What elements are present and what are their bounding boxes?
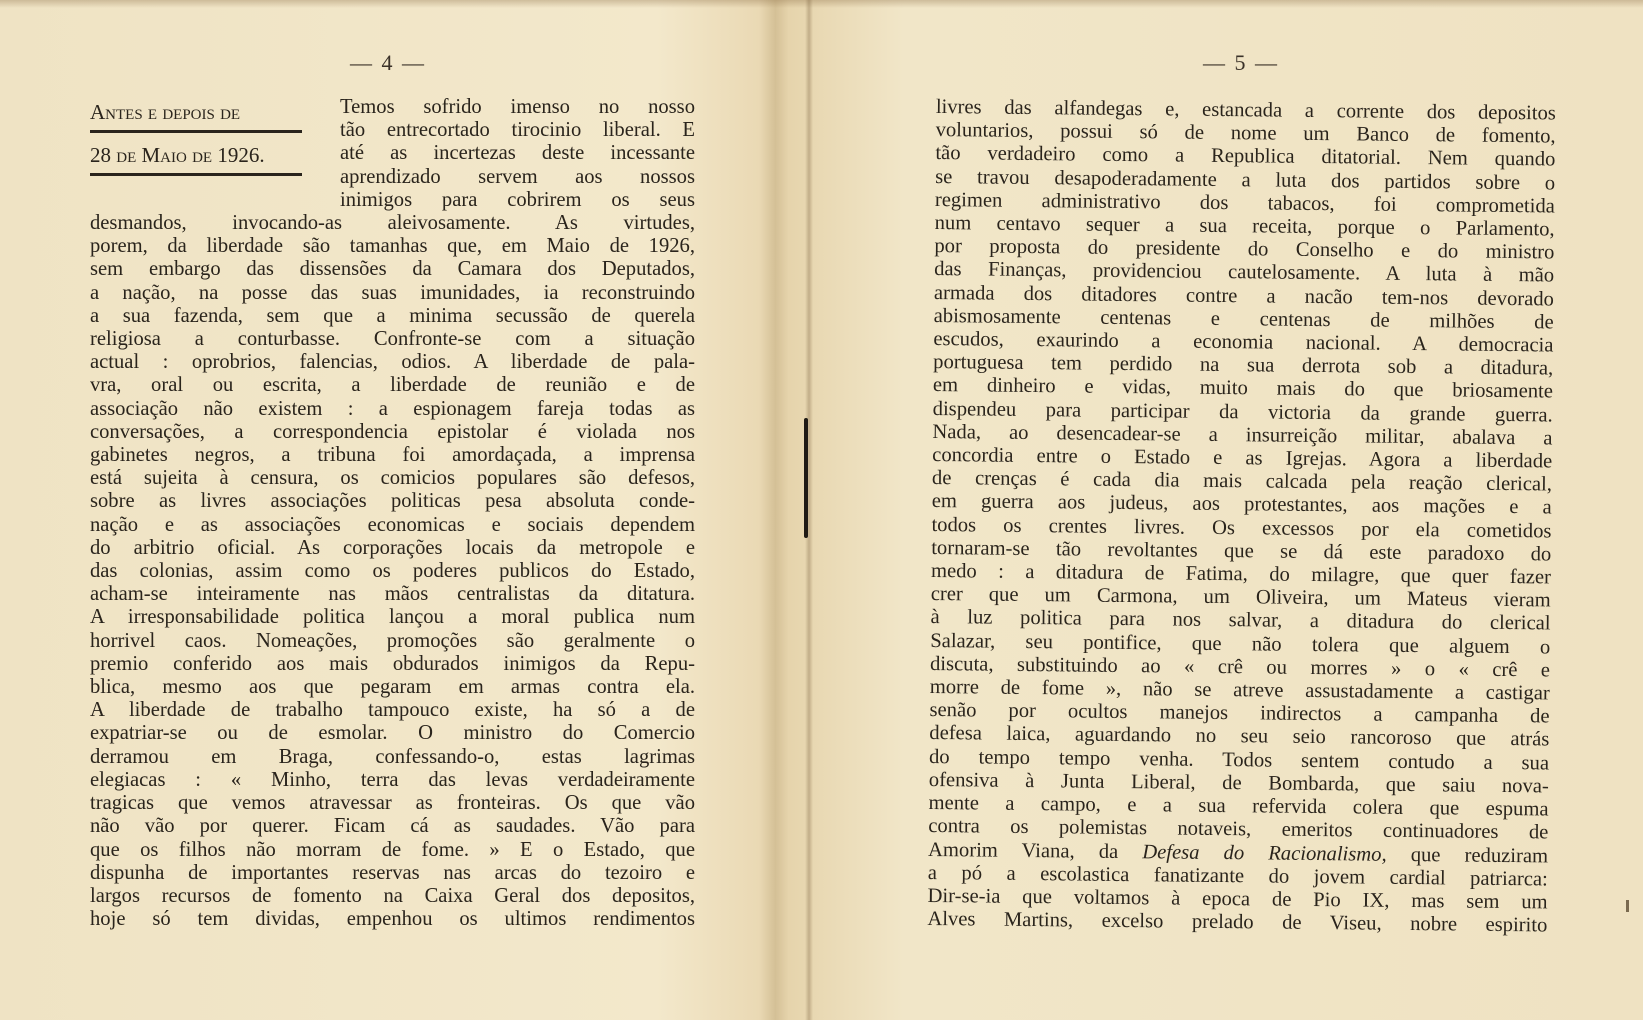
text-line: do arbitrio oficial. As corporações locais da metropole e	[90, 536, 695, 559]
text-line: contra os polemistas notaveis, emeritos continuadores de	[928, 815, 1549, 844]
text-line: dispendeu para participar da victoria da grande guerra.	[932, 397, 1553, 427]
text-line: discuta, substituindo ao « crê ou morres » o « crê e	[929, 652, 1551, 682]
text-line: defesa laica, aguardando no seu seio rancoroso que atrás	[929, 722, 1550, 751]
text-line: elegiacas : « Minho, terra das levas verdadeiramente	[90, 768, 695, 791]
text-line: senão por ocultos manejos indirectos a campanha de	[929, 699, 1550, 728]
text-line: portuguesa tem perdido na sua derrota sob a ditadura,	[933, 351, 1554, 380]
text-line: porem, da liberdade são tamanhas que, em Maio de 1926,	[90, 235, 695, 258]
text-line: sobre as livres associações politicas pesa absoluta conde-	[90, 490, 695, 513]
text-line: todos os crentes livres. Os excessos por ela cometidos	[931, 513, 1552, 543]
text-line: tragicas que vemos atravessar as fronteiras. Os que vão	[90, 792, 695, 815]
left-page	[0, 0, 805, 1020]
text-line: nação e as associações economicas e sociais dependem	[90, 513, 695, 536]
text-line: associação não existem : a espionagem fareja todas as	[90, 397, 695, 420]
text-line: Temos sofrido imenso no nosso	[340, 96, 695, 118]
text-line: em dinheiro e vidas, muito mais do que briosamente	[932, 374, 1554, 403]
text-line: crer que um Carmona, um Oliveira, um Mateus vieram	[930, 583, 1551, 612]
text-line: não vão por querer. Ficam cá as saudades. Vão para	[90, 815, 695, 838]
text-line: actual : oprobrios, falencias, odios. A liberdade de pala-	[90, 351, 695, 374]
text-line: derramou em Braga, confessando-o, estas lagrimas	[90, 745, 695, 768]
text-line: armada dos ditadores contre a nacão tem-nos devorado	[933, 281, 1555, 311]
text-line: livres das alfandegas e, estancada a corrente dos depositos	[935, 96, 1556, 125]
text-line: expatriar-se ou de esmolar. O ministro do Comercio	[90, 722, 695, 745]
text-line: gabinetes negros, a tribuna foi amordaçada, a imprensa	[90, 444, 695, 467]
text-line: que os filhos não morram de fome. » E o Estado, que	[90, 838, 695, 861]
text-line: se travou desapoderadamente a luta dos partidos sobre o	[935, 165, 1556, 195]
italic-title: Defesa do Racionalismo,	[1142, 840, 1387, 866]
text-line: A liberdade de trabalho tampouco existe, ha só a de	[90, 699, 695, 722]
margin-heading-line1: Antes e depois de	[90, 100, 241, 124]
text-line: escudos, exaurindo a economia nacional. A democracia	[933, 328, 1554, 357]
text-line: Salazar, seu pontifice, que não tolera que alguem o	[930, 629, 1551, 659]
text-line: tornaram-se tão revoltantes que se dá este paradoxo do	[931, 536, 1552, 566]
text-line: A irresponsabilidade politica lançou a moral publica num	[90, 606, 695, 629]
text-line: ofensiva à Junta Liberal, de Bombarda, que saiu nova-	[928, 768, 1549, 798]
text-line: Alves Martins, excelso prelado de Viseu, nobre espirito	[927, 908, 1548, 937]
text-line: voluntarios, possui só de nome um Banco de fomento,	[935, 119, 1556, 148]
text-line: inimigos para cobrirem os seus	[340, 188, 695, 211]
left-body-text	[90, 96, 695, 931]
right-body-text	[927, 96, 1556, 938]
text-line: das colonias, assim como os poderes publicos do Estado,	[90, 560, 695, 583]
page-number-left: — 4 —	[350, 50, 426, 75]
text-segment: Amorim Viana, da	[927, 838, 1119, 863]
text-line: abismosamente centenas e centenas de milhões de	[933, 304, 1554, 334]
text-line: dispunha de importantes reservas nas arcas do tezoiro e	[90, 861, 695, 884]
text-line: blica, mesmo aos que pegaram em armas contra ela.	[90, 676, 695, 699]
text-line: premio conferido aos mais obdurados inimigos da Repu-	[90, 652, 695, 675]
text-line: regimen administrativo dos tabacos, foi comprometida	[934, 188, 1555, 218]
text-line: por proposta do presidente do Conselho e do ministro	[934, 235, 1555, 264]
text-line: à luz politica para nos salvar, a ditadura do clerical	[930, 606, 1551, 635]
text-line: vra, oral ou escrita, a liberdade de reunião e de	[90, 374, 695, 397]
text-line: em guerra aos judeus, aos protestantes, aos mações e a	[931, 490, 1552, 519]
text-line: mente a campo, e a sua refervida colera que espuma	[928, 792, 1549, 821]
text-line: aprendizado servem aos nossos	[340, 165, 695, 188]
text-line: a sua fazenda, sem que a minima secussão de querela	[90, 304, 695, 327]
text-line: num centavo sequer a sua receita, porque o Parlamento,	[934, 212, 1555, 241]
page-number-right: — 5 —	[1203, 50, 1279, 75]
margin-heading-line2: 28 de Maio de 1926.	[90, 143, 265, 167]
text-line: medo : a ditadura de Fatima, do milagre, que quer fazer	[930, 560, 1552, 589]
text-line: de crenças é cada dia mais calcada pela reação clerical,	[931, 467, 1553, 496]
right-page	[813, 0, 1643, 1020]
text-line: horrivel caos. Nomeações, promoções são geralmente o	[90, 629, 695, 652]
text-line: tão verdadeiro como a Republica ditatorial. Nem quando	[935, 142, 1556, 171]
text-line: religiosa a conturbasse. Confronte-se com a situação	[90, 328, 695, 351]
text-segment: que reduziram	[1410, 843, 1549, 867]
text-line: conversações, a correspondencia epistolar é violada nos	[90, 420, 695, 443]
text-line: está sujeita à censura, os comicios populares são defesos,	[90, 467, 695, 490]
text-line: a nação, na posse das suas imunidades, ia reconstruindo	[90, 281, 695, 304]
page-edge-mark	[1626, 900, 1629, 912]
text-line: até as incertezas deste incessante	[340, 142, 695, 165]
text-line: hoje só tem dividas, empenhou os ultimos rendimentos	[90, 908, 695, 931]
text-line: morre de fome », não se atreve assustadamente a castigar	[929, 676, 1550, 705]
text-line: Dir-se-ia que voltamos à epoca de Pio IX, mas sem um	[927, 884, 1548, 914]
text-line: Nada, ao desencadear-se a insurreição militar, abalava a	[932, 420, 1553, 450]
text-line: das Finanças, providenciou cautelosamente. A luta à mão	[934, 258, 1555, 287]
text-line: a pó a escolastica fanatizante do jovem cardial patriarca:	[927, 861, 1548, 891]
text-line: acham-se inteiramente nas mãos centralistas da ditatura.	[90, 583, 695, 606]
text-line: desmandos, invocando-as aleivosamente. As virtudes,	[90, 212, 695, 235]
text-line: sem embargo das dissensões da Camara dos Deputados,	[90, 258, 695, 281]
text-line: do tempo tempo venha. Todos sentem contudo a sua	[928, 745, 1550, 775]
text-line: largos recursos de fomento na Caixa Geral dos depositos,	[90, 884, 695, 907]
text-line: concordia entre o Estado e as Igrejas. Agora a liberdade	[932, 444, 1553, 473]
text-line: tão entrecortado tirocinio liberal. E	[340, 119, 695, 142]
